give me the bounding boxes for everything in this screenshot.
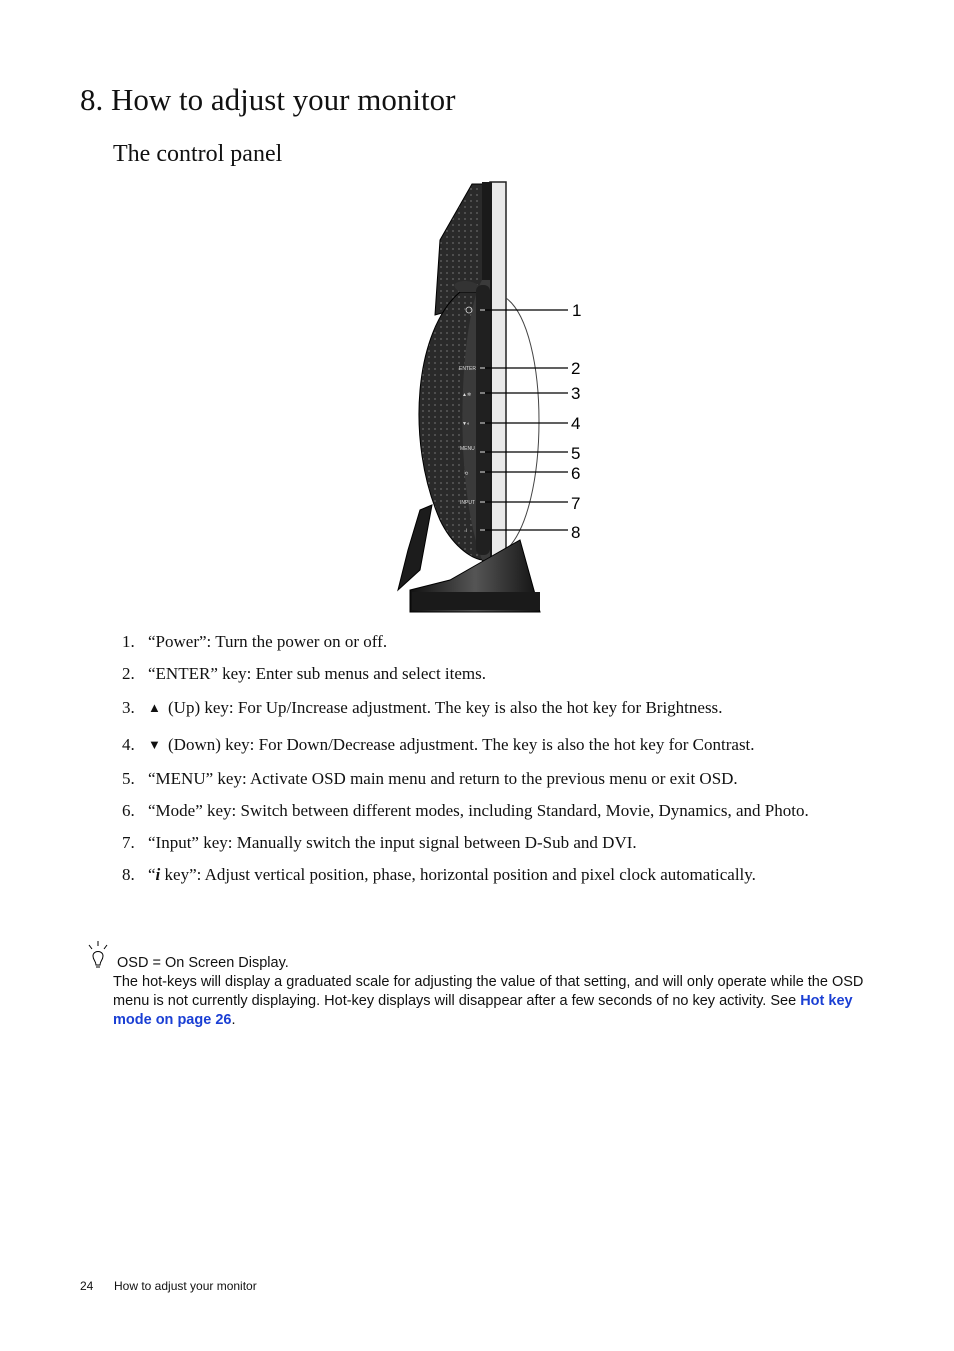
item-number: 6. (122, 801, 135, 820)
list-item (122, 863, 852, 887)
list-item (122, 696, 852, 720)
contrast-term: Contrast (692, 735, 751, 754)
list-item (122, 630, 852, 654)
mode-standard: Standard (536, 801, 598, 820)
bezel-label-menu: MENU (460, 446, 475, 452)
callout-4: 4 (571, 414, 581, 433)
list-item (122, 799, 852, 823)
page-number: 24 (80, 1279, 94, 1293)
brightness-term: Brightness (645, 698, 719, 717)
list-item (122, 662, 852, 686)
bezel-down-icon: ▼◐ (462, 421, 470, 427)
bezel-label-enter: ENTER (459, 366, 476, 372)
item-text-end: . (804, 801, 809, 820)
item-text: “ENTER” key: Enter sub menus and select items. (148, 664, 487, 683)
bezel-label-input: INPUT (460, 500, 475, 506)
page-footer (80, 1279, 257, 1293)
callout-7: 7 (571, 494, 581, 513)
down-arrow-icon: ▼ (148, 737, 161, 752)
item-text: “Power”: Turn the power on or off. (148, 632, 388, 651)
mode-movie: Movie (605, 801, 651, 820)
list-item (122, 733, 852, 757)
item-text: “Mode” key: Switch between different modes, including (148, 801, 537, 820)
monitor-control-panel-figure (390, 180, 600, 616)
callout-6: 6 (571, 464, 581, 483)
mode-dynamics: Dynamics (658, 801, 728, 820)
note-box (113, 954, 873, 1030)
item-text: “Input” key: Manually switch the input signal between D-Sub and DVI. (148, 833, 637, 852)
item-text: (Down) key: For Down/Decrease adjustment. The key is also the hot key for (168, 735, 693, 754)
list-item (122, 767, 852, 791)
hot-key-mode-link[interactable]: Hot key mode on page 26 (113, 993, 853, 1028)
item-text-end: . (718, 698, 723, 717)
callout-2: 2 (571, 359, 581, 378)
bezel-i-icon: i (466, 528, 468, 534)
open-quote: “ (148, 865, 156, 884)
item-number: 5. (122, 769, 135, 788)
item-number: 4. (122, 735, 135, 754)
callout-8: 8 (571, 523, 581, 542)
separator: , (650, 801, 659, 820)
note-line1: OSD = On Screen Display. (117, 955, 289, 971)
key-list (122, 630, 852, 887)
item-number: 8. (122, 865, 135, 884)
callout-1: 1 (572, 301, 582, 320)
item-number: 2. (122, 664, 135, 683)
item-text-end: . (750, 735, 755, 754)
separator: , and (727, 801, 765, 820)
chapter-title: 8. How to adjust your monitor (80, 82, 456, 117)
item-number: 7. (122, 833, 135, 852)
bezel-up-icon: ▲✲ (462, 392, 472, 398)
item-text: key”: Adjust vertical position, phase, horizontal position and pixel clock automatically. (160, 865, 756, 884)
footer-title: How to adjust your monitor (114, 1279, 257, 1293)
note-body-text: The hot-keys will display a graduated scale for adjusting the value of that setting, and will only operate while the OSD menu is not currently displaying. Hot-key displays will disappear after a few seconds of no key activity. See (113, 974, 864, 1009)
note-body (113, 973, 873, 1030)
i-key-icon: i (155, 865, 161, 884)
callout-3: 3 (571, 384, 581, 403)
lightbulb-icon (86, 940, 110, 970)
callout-5: 5 (571, 444, 581, 463)
list-item (122, 831, 852, 855)
bezel-mode-icon: ⟲ (464, 471, 469, 477)
mode-photo: Photo (764, 801, 805, 820)
up-arrow-icon: ▲ (148, 700, 161, 715)
section-title: The control panel (113, 141, 283, 167)
separator: , (597, 801, 606, 820)
note-end: . (231, 1012, 236, 1028)
item-text: “MENU” key: Activate OSD main menu and return to the previous menu or exit OSD. (148, 769, 738, 788)
item-number: 3. (122, 698, 135, 717)
item-number: 1. (122, 632, 135, 651)
item-text: (Up) key: For Up/Increase adjustment. The key is also the hot key for (168, 698, 646, 717)
